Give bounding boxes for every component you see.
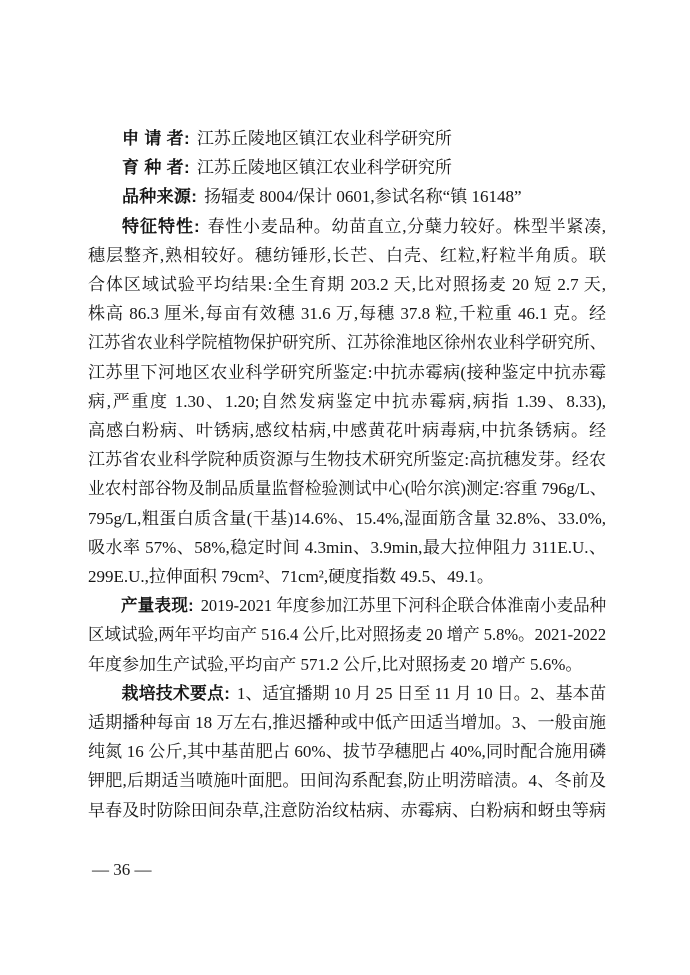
text-line	[88, 679, 607, 708]
text-line: 业农村部谷物及制品质量监督检验测试中心(哈尔滨)测定:容重 796g/L、	[88, 479, 607, 499]
text-line: 江苏里下河地区农业科学研究所鉴定:中抗赤霉病(接种鉴定中抗赤霉	[88, 362, 606, 382]
block-variety-source	[88, 182, 606, 211]
document-body	[88, 124, 606, 825]
text-line: 纯氮 16 公斤,其中基苗肥占 60%、拔节孕穗肥占 40%,同时配合施用磷	[88, 742, 606, 762]
text-line: 高感白粉病、叶锈病,感纹枯病,中感黄花叶病毒病,中抗条锈病。经	[88, 421, 606, 441]
page-number: — 36 —	[92, 860, 152, 879]
text-line: 病,严重度 1.30、1.20;自然发病鉴定中抗赤霉病,病指 1.39、8.33),	[88, 391, 606, 411]
text-line: 合体区域试验平均结果:全生育期 203.2 天,比对照扬麦 20 短 2.7 天,	[88, 275, 606, 295]
field-value: 2019-2021 年度参加江苏里下河科企联合体淮南小麦品种	[200, 596, 607, 616]
text-line: 适期播种每亩 18 万左右,推迟播种或中低产田适当增加。3、一般亩施	[88, 713, 606, 733]
field-label: 申 请 者:	[122, 129, 190, 148]
block-applicant	[88, 124, 606, 153]
text-line	[88, 212, 606, 241]
field-value: 江苏丘陵地区镇江农业科学研究所	[196, 129, 452, 148]
field-value: 1、适宜播期 10 月 25 日至 11 月 10 日。2、基本苗	[237, 683, 607, 703]
text-line: 穗层整齐,熟相较好。穗纺锤形,长芒、白壳、红粒,籽粒半角质。联	[88, 245, 606, 265]
text-line: 年度参加生产试验,平均亩产 571.2 公斤,比对照扬麦 20 增产 5.6%。	[88, 654, 583, 674]
text-line: 区域试验,两年平均亩产 516.4 公斤,比对照扬麦 20 增产 5.8%。2021-2022	[88, 625, 607, 645]
field-label: 产量表现:	[120, 596, 194, 616]
text-line	[88, 591, 607, 620]
text-line: 795g/L,粗蛋白质含量(干基)14.6%、15.4%,湿面筋含量 32.8%、33.0%,	[88, 508, 606, 528]
field-value: 扬辐麦 8004/保计 0601,参试名称“镇 16148”	[204, 187, 522, 207]
field-value: 春性小麦品种。幼苗直立,分蘖力较好。株型半紧凑,	[206, 216, 607, 236]
text-line: 株高 86.3 厘米,每亩有效穗 31.6 万,每穗 37.8 粒,千粒重 46.1 克。经	[88, 304, 606, 324]
text-line	[88, 124, 606, 153]
field-label: 育 种 者:	[122, 158, 190, 178]
text-line	[88, 182, 606, 211]
block-breeder	[88, 153, 606, 182]
page-footer	[92, 857, 152, 883]
block-characteristics	[88, 212, 606, 592]
text-line	[88, 153, 606, 182]
text-line: 吸水率 57%、58%,稳定时间 4.3min、3.9min,最大拉伸阻力 311E.U.、	[88, 537, 606, 557]
text-line: 早春及时防除田间杂草,注意防治纹枯病、赤霉病、白粉病和蚜虫等病	[88, 800, 606, 820]
field-value: 江苏丘陵地区镇江农业科学研究所	[196, 158, 452, 178]
field-label: 特征特性:	[122, 216, 200, 236]
text-line: 江苏省农业科学院植物保护研究所、江苏徐淮地区徐州农业科学研究所、	[88, 333, 606, 353]
text-line: 江苏省农业科学院种质资源与生物技术研究所鉴定:高抗穗发芽。经农	[88, 450, 606, 470]
field-label: 品种来源:	[122, 187, 198, 207]
text-line: 钾肥,后期适当喷施叶面肥。田间沟系配套,防止明涝暗渍。4、冬前及	[88, 771, 606, 791]
field-label: 栽培技术要点:	[121, 683, 231, 703]
block-cultivation-techniques	[88, 679, 606, 825]
block-yield-performance	[88, 591, 606, 679]
text-line: 299E.U.,拉伸面积 79cm²、71cm²,硬度指数 49.5、49.1。	[88, 567, 494, 587]
